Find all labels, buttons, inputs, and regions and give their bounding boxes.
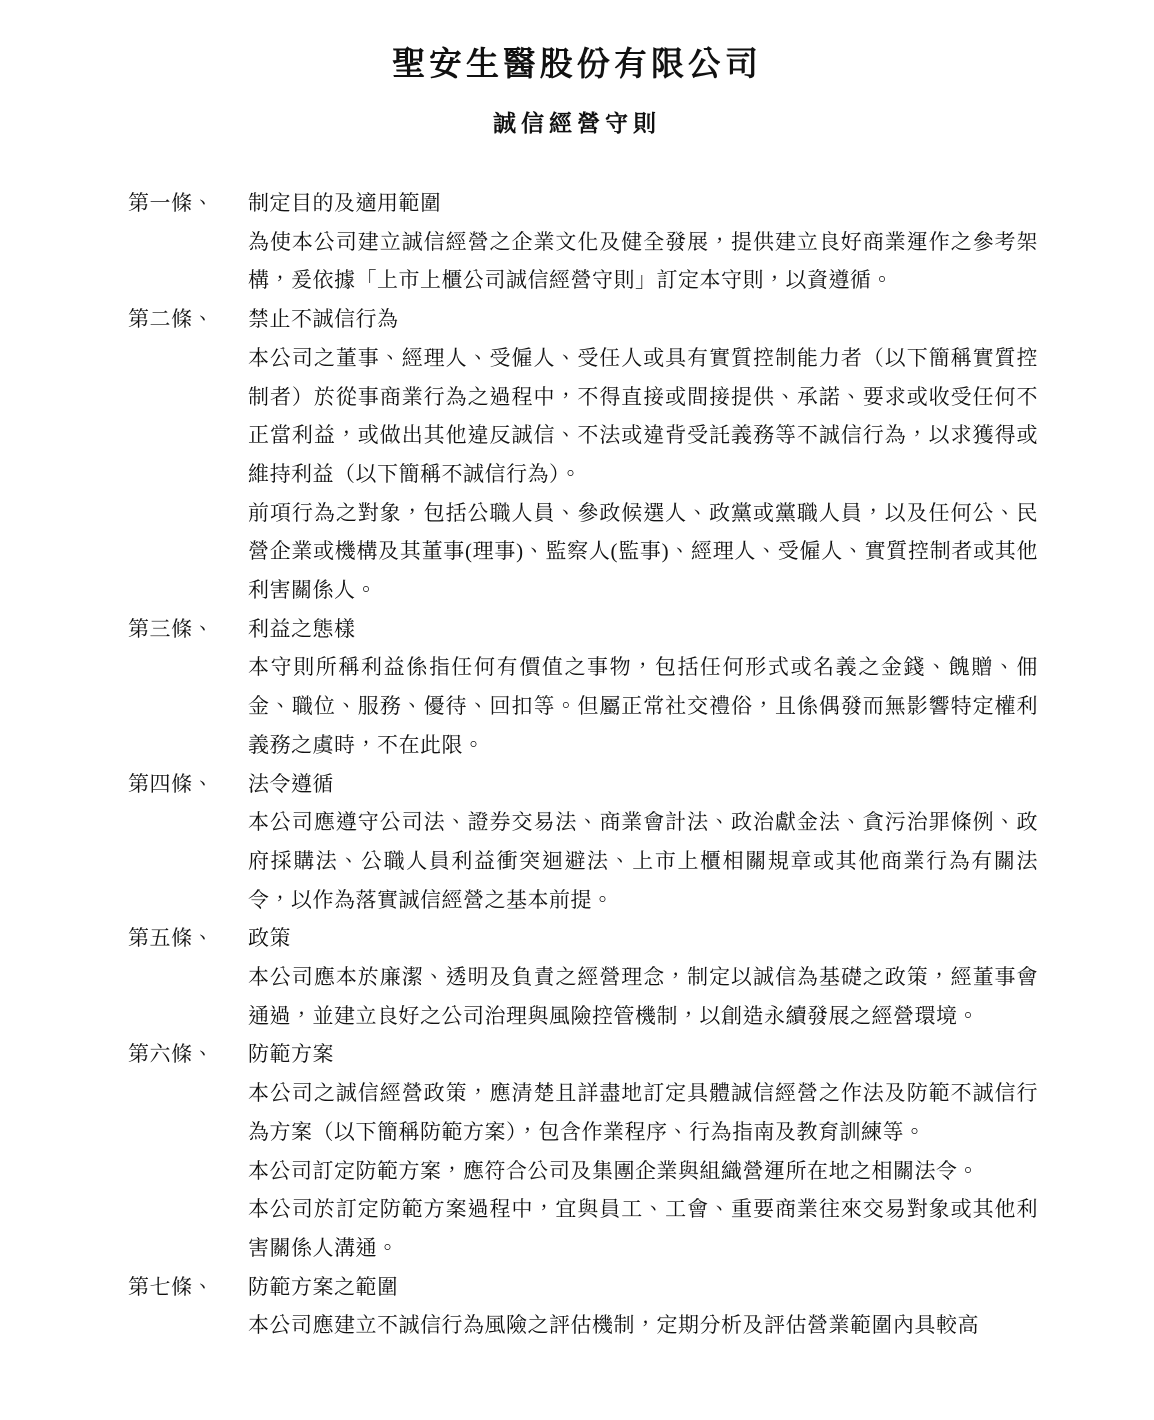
article-7 xyxy=(128,1268,1038,1345)
article-paragraph: 為使本公司建立誠信經營之企業文化及健全發展，提供建立良好商業運作之參考架構，爰依據「上市上櫃公司誠信經營守則」訂定本守則，以資遵循。 xyxy=(248,229,1038,293)
article-paragraph: 本公司於訂定防範方案過程中，宜與員工、工會、重要商業往來交易對象或其他利害關係人溝通。 xyxy=(248,1197,1038,1260)
article-paragraph: 本公司訂定防範方案，應符合公司及集團企業與組織營運所在地之相關法令。 xyxy=(248,1158,979,1183)
article-number: 第二條、 xyxy=(128,307,214,332)
article-number: 第五條、 xyxy=(128,926,214,951)
article-number: 第七條、 xyxy=(128,1274,214,1299)
article-title: 政策 xyxy=(248,926,291,951)
article-title: 禁止不誠信行為 xyxy=(248,307,399,332)
article-paragraph: 前項行為之對象，包括公職人員、參政候選人、政黨或黨職人員，以及任何公、民營企業或機構及其董事(理事)、監察人(監事)、經理人、受僱人、實質控制者或其他利害關係人。 xyxy=(248,500,1038,603)
article-paragraph: 本公司應本於廉潔、透明及負責之經營理念，制定以誠信為基礎之政策，經董事會通過，並建立良好之公司治理與風險控管機制，以創造永續發展之經營環境。 xyxy=(248,965,1038,1028)
article-1 xyxy=(128,184,1038,300)
article-paragraph: 本公司應建立不誠信行為風險之評估機制，定期分析及評估營業範圍內具較高 xyxy=(248,1313,979,1338)
article-3 xyxy=(128,610,1038,765)
article-title: 制定目的及適用範圍 xyxy=(248,191,442,215)
article-number: 第六條、 xyxy=(128,1042,214,1067)
article-title: 法令遵循 xyxy=(248,771,334,796)
article-paragraph: 本公司之誠信經營政策，應清楚且詳盡地訂定具體誠信經營之作法及防範不誠信行為方案（以下簡稱防範方案），包含作業程序、行為指南及教育訓練等。 xyxy=(248,1081,1038,1144)
document-body xyxy=(128,184,1038,1345)
article-4 xyxy=(128,765,1038,920)
article-title: 防範方案之範圍 xyxy=(248,1274,399,1299)
article-5 xyxy=(128,919,1038,1035)
article-number: 第一條、 xyxy=(128,191,214,215)
article-2 xyxy=(128,300,1038,610)
article-title: 利益之態樣 xyxy=(248,616,356,641)
article-number: 第四條、 xyxy=(128,771,214,796)
document-subtitle: 誠信經營守則 xyxy=(493,111,661,136)
article-title: 防範方案 xyxy=(248,1042,334,1067)
article-number: 第三條、 xyxy=(128,616,214,641)
article-paragraph: 本守則所稱利益係指任何有價值之事物，包括任何形式或名義之金錢、餽贈、佣金、職位、服務、優待、回扣等。但屬正常社交禮俗，且係偶發而無影響特定權利義務之虞時，不在此限。 xyxy=(248,655,1038,757)
article-paragraph: 本公司之董事、經理人、受僱人、受任人或具有實質控制能力者（以下簡稱實質控制者）於從事商業行為之過程中，不得直接或間接提供、承諾、要求或收受任何不正當利益，或做出其他違反誠信、不法或違背受託義務等不誠信行為，以求獲得或維持利益（以下簡稱不誠信行為）。 xyxy=(248,345,1038,486)
article-6 xyxy=(128,1035,1038,1267)
company-title: 聖安生醫股份有限公司 xyxy=(392,47,762,83)
article-paragraph: 本公司應遵守公司法、證券交易法、商業會計法、政治獻金法、貪污治罪條例、政府採購法、公職人員利益衝突迴避法、上市上櫃相關規章或其他商業行為有關法令，以作為落實誠信經營之基本前提。 xyxy=(248,810,1038,912)
